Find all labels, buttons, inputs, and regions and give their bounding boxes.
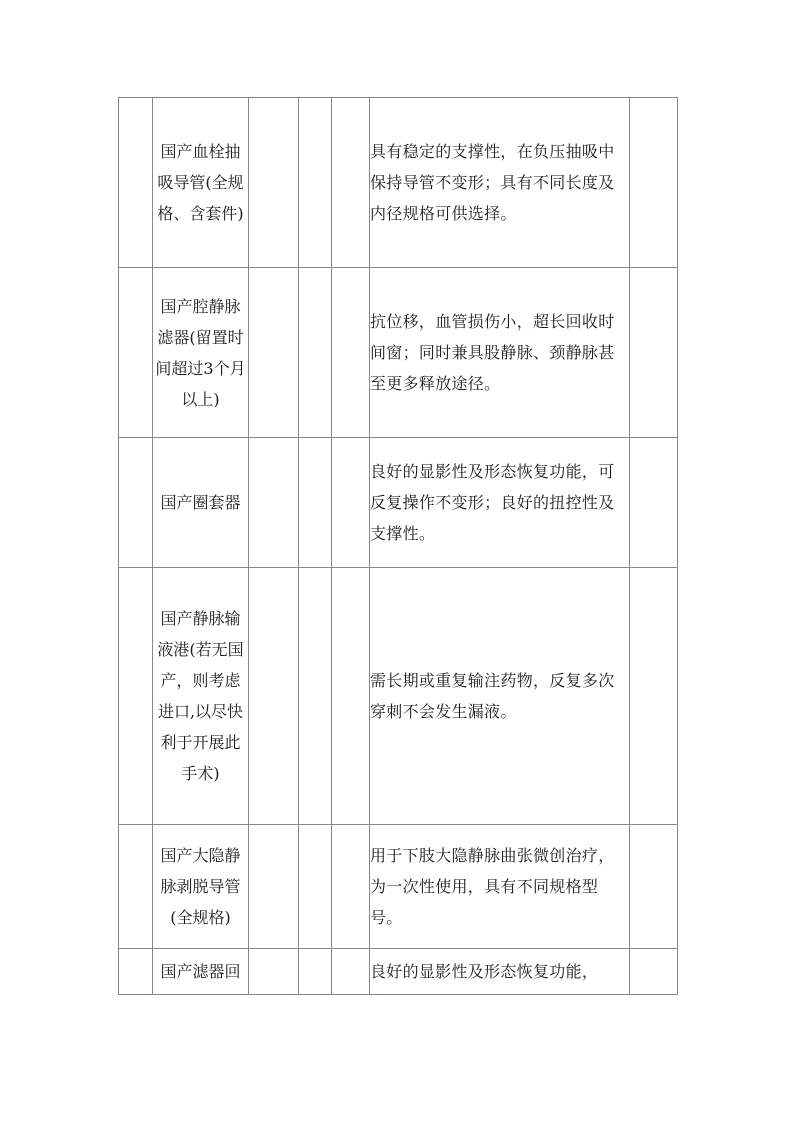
product-description: 需长期或重复输注药物，反复多次穿刺不会发生漏液。 — [370, 670, 615, 721]
table-row — [119, 268, 678, 438]
quantity-cell — [332, 268, 370, 438]
remarks-cell — [630, 567, 678, 824]
index-cell — [119, 567, 153, 824]
index-cell — [119, 438, 153, 567]
spec-cell — [249, 948, 299, 994]
index-cell — [119, 268, 153, 438]
table-row — [119, 98, 678, 268]
index-cell — [119, 824, 153, 948]
description-cell — [370, 824, 630, 948]
spec-cell — [249, 824, 299, 948]
product-description: 用于下肢大隐静脉曲张微创治疗，为一次性使用，具有不同规格型号。 — [370, 845, 615, 927]
table-row — [119, 824, 678, 948]
quantity-cell — [332, 824, 370, 948]
product-description: 抗位移，血管损伤小，超长回收时间窗；同时兼具股静脉、颈静脉甚至更多释放途径。 — [370, 312, 615, 394]
table-row — [119, 567, 678, 824]
product-name-cell — [153, 438, 249, 567]
description-cell — [370, 567, 630, 824]
product-name-cell — [153, 824, 249, 948]
remarks-cell — [630, 824, 678, 948]
product-name: 国产大隐静脉剥脱导管(全规格) — [160, 845, 241, 927]
product-name-cell — [153, 98, 249, 268]
spec-cell — [249, 268, 299, 438]
quantity-cell — [332, 98, 370, 268]
quantity-cell — [332, 948, 370, 994]
remarks-cell — [630, 268, 678, 438]
description-cell — [370, 948, 630, 994]
spec-cell — [249, 438, 299, 567]
product-name-cell — [153, 567, 249, 824]
product-name: 国产圈套器 — [160, 492, 241, 512]
unit-cell — [299, 824, 332, 948]
product-name: 国产血栓抽吸导管(全规格、含套件) — [157, 142, 244, 224]
index-cell — [119, 98, 153, 268]
table-row — [119, 438, 678, 567]
unit-cell — [299, 268, 332, 438]
product-name-cell — [153, 948, 249, 994]
unit-cell — [299, 98, 332, 268]
table-row — [119, 948, 678, 994]
quantity-cell — [332, 438, 370, 567]
description-cell — [370, 268, 630, 438]
unit-cell — [299, 948, 332, 994]
product-name: 国产滤器回 — [160, 961, 241, 981]
spec-cell — [249, 567, 299, 824]
spec-cell — [249, 98, 299, 268]
product-table — [118, 97, 678, 995]
remarks-cell — [630, 948, 678, 994]
description-cell — [370, 438, 630, 567]
index-cell — [119, 948, 153, 994]
product-name-cell — [153, 268, 249, 438]
product-description: 良好的显影性及形态恢复功能，可反复操作不变形；良好的扭控性及支撑性。 — [370, 461, 615, 543]
description-cell — [370, 98, 630, 268]
product-name: 国产腔静脉滤器(留置时间超过3个月以上) — [155, 296, 246, 409]
unit-cell — [299, 438, 332, 567]
remarks-cell — [630, 438, 678, 567]
remarks-cell — [630, 98, 678, 268]
product-description: 具有稳定的支撑性，在负压抽吸中保持导管不变形；具有不同长度及内径规格可供选择。 — [370, 142, 615, 224]
product-name: 国产静脉输液港(若无国产，则考虑进口,以尽快利于开展此手术) — [157, 608, 244, 783]
unit-cell — [299, 567, 332, 824]
product-description: 良好的显影性及形态恢复功能， — [370, 961, 599, 981]
quantity-cell — [332, 567, 370, 824]
